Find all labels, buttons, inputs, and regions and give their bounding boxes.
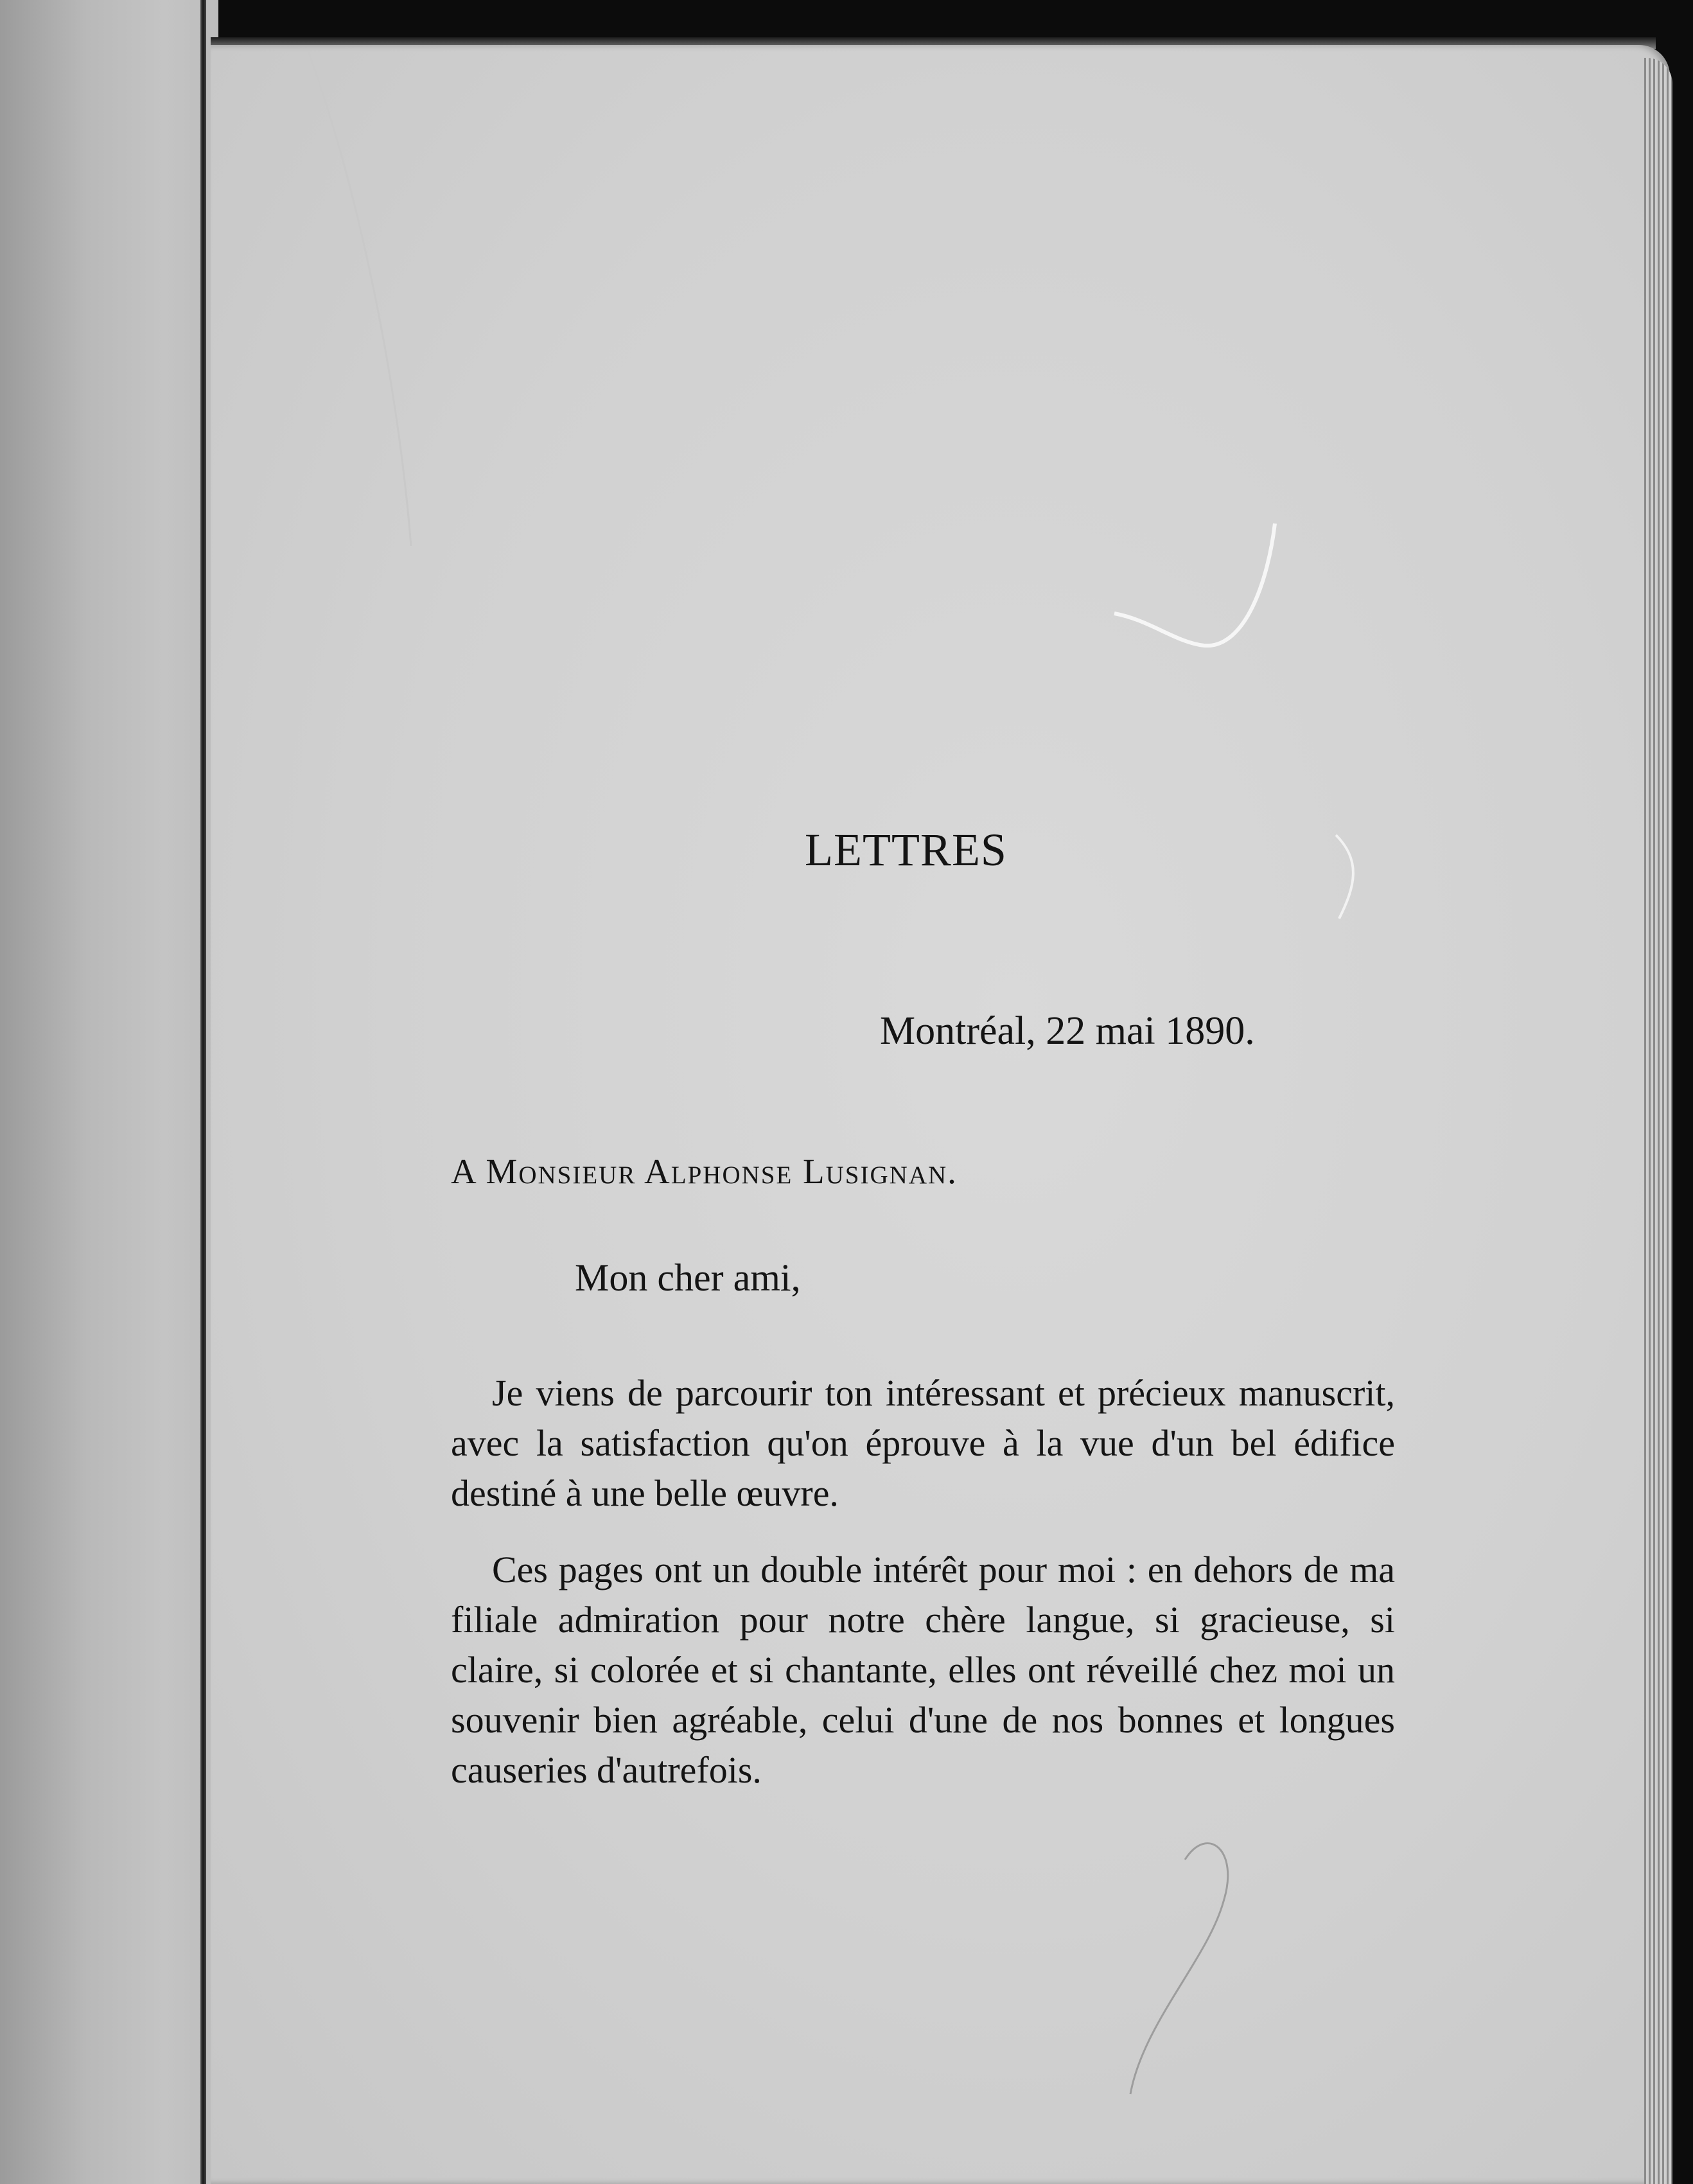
greeting: Mon cher ami, (575, 1256, 801, 1299)
scratch-mark (1114, 524, 1275, 646)
page-title: LETTRES (805, 824, 1007, 876)
addressee-line: A Monsieur Alphonse Lusignan. (451, 1152, 958, 1191)
pencil-mark (1130, 1844, 1228, 2094)
letter-paragraph: Je viens de parcourir ton intéressant et précieux manuscrit, avec la satisfaction qu'on éprouve à la vue d'un bel édifice destiné à une belle œuvre. (451, 1372, 1395, 1514)
dateline: Montréal, 22 mai 1890. (880, 1009, 1255, 1053)
scratch-mark (1336, 835, 1353, 919)
letter-paragraph: Ces pages ont un double intérêt pour moi : en dehors de ma filiale admiration pour notre chère langue, si gracieuse, si claire, si colorée et si chantante, elles ont réveillé chez moi un souvenir bien agréable, celui d'une de nos bonnes et longues causeries d'autrefois. (451, 1549, 1395, 1791)
paper-crease (308, 51, 411, 546)
